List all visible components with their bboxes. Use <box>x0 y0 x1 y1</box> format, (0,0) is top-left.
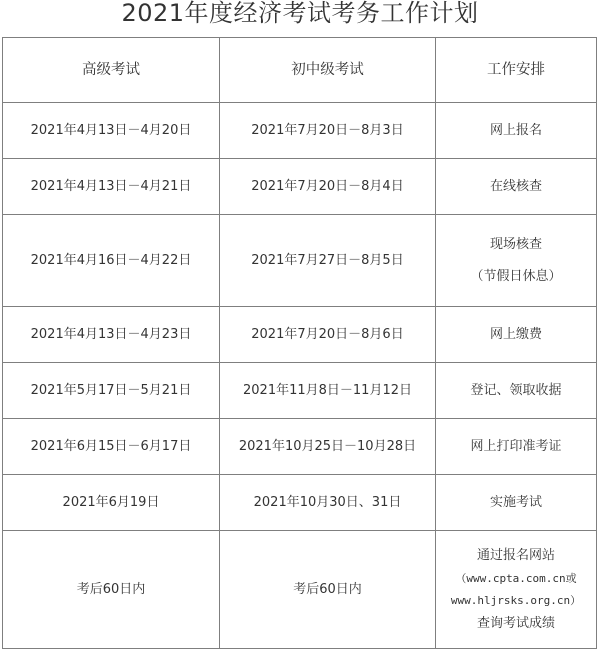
senior-date-cell: 2021年4月13日－4月23日 <box>3 307 220 363</box>
junior-date-cell: 2021年7月27日－8月5日 <box>220 215 436 307</box>
header-senior-exam: 高级考试 <box>3 38 220 103</box>
website-url-text: （www.cpta.com.cn或 <box>455 571 577 585</box>
table-header-row <box>3 38 597 103</box>
task-label: 现场核查 <box>489 236 542 252</box>
task-cell: 登记、领取收据 <box>436 363 597 419</box>
page-title: 2021年度经济考试考务工作计划 <box>121 0 479 27</box>
senior-date-cell: 2021年4月16日－4月22日 <box>3 215 220 307</box>
task-cell: 网上打印准考证 <box>436 419 597 475</box>
table-row <box>3 307 597 363</box>
header-junior-exam: 初中级考试 <box>220 38 436 103</box>
table-row <box>3 159 597 215</box>
table-row <box>3 363 597 419</box>
junior-date-cell: 考后60日内 <box>220 531 436 649</box>
task-line: 通过报名网站 <box>476 547 555 563</box>
spacer <box>440 255 592 267</box>
senior-date-cell: 2021年4月13日－4月21日 <box>3 159 220 215</box>
junior-date-cell: 2021年7月20日－8月3日 <box>220 103 436 159</box>
task-cell <box>436 215 597 307</box>
junior-date-cell: 2021年7月20日－8月6日 <box>220 307 436 363</box>
senior-date-cell: 考后60日内 <box>3 531 220 649</box>
junior-date-cell: 2021年10月25日－10月28日 <box>220 419 436 475</box>
table-row <box>3 531 597 649</box>
task-cell: 网上缴费 <box>436 307 597 363</box>
table-row <box>3 419 597 475</box>
junior-date-cell: 2021年7月20日－8月4日 <box>220 159 436 215</box>
table-row <box>3 215 597 307</box>
exam-schedule-table <box>2 37 597 649</box>
senior-date-cell: 2021年4月13日－4月20日 <box>3 103 220 159</box>
table-row <box>3 475 597 531</box>
header-work-arrangement: 工作安排 <box>436 38 597 103</box>
task-cell: 网上报名 <box>436 103 597 159</box>
senior-date-cell: 2021年6月19日 <box>3 475 220 531</box>
junior-date-cell: 2021年11月8日－11月12日 <box>220 363 436 419</box>
task-cell <box>436 531 597 649</box>
task-line: 查询考试成绩 <box>476 615 555 631</box>
senior-date-cell: 2021年6月15日－6月17日 <box>3 419 220 475</box>
senior-date-cell: 2021年5月17日－5月21日 <box>3 363 220 419</box>
task-note: （节假日休息） <box>470 268 562 284</box>
website-url-text: www.hljrsks.org.cn） <box>450 593 582 607</box>
task-cell: 在线核查 <box>436 159 597 215</box>
table-row <box>3 103 597 159</box>
junior-date-cell: 2021年10月30日、31日 <box>220 475 436 531</box>
task-cell: 实施考试 <box>436 475 597 531</box>
